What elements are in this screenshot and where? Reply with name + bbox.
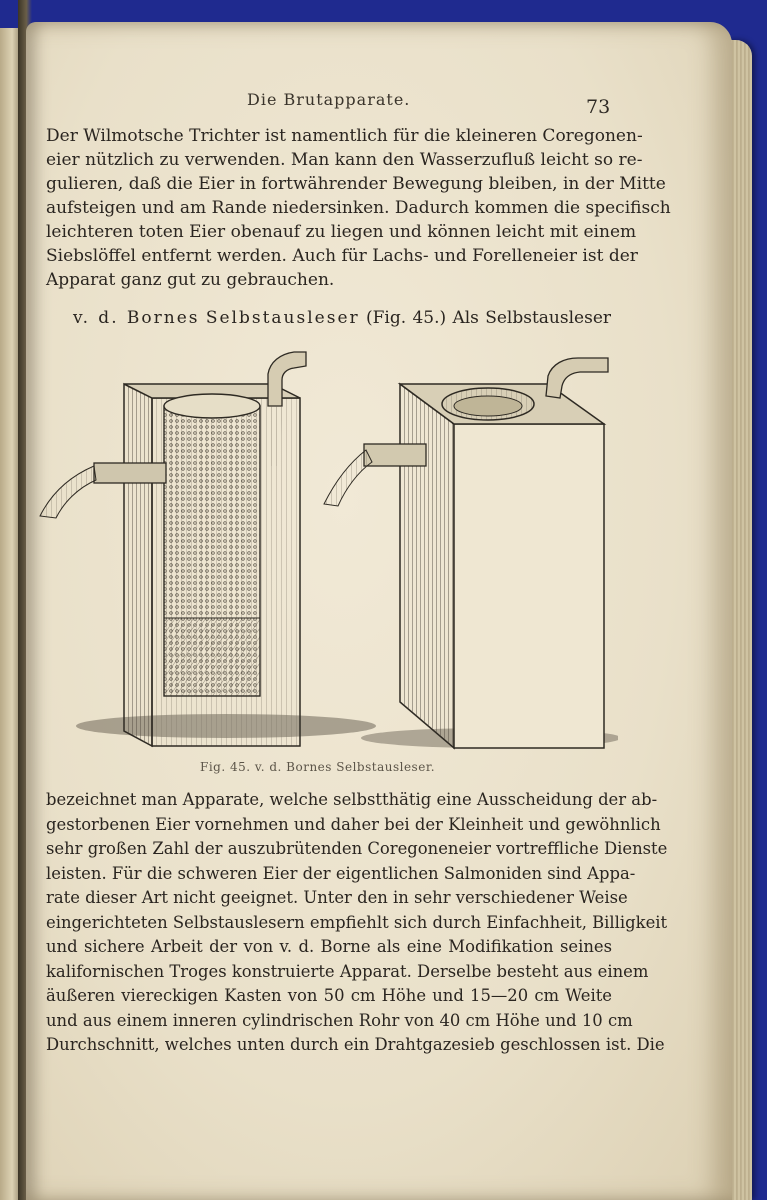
text-line: Apparat ganz gut zu gebrauchen. bbox=[46, 270, 335, 290]
text-line: sehr großen Zahl der auszubrütenden Coregoneneier vortreffliche Dienste bbox=[46, 839, 668, 858]
text-line: äußeren viereckigen Kasten von 50 cm Höhe und 15—20 cm Weite bbox=[46, 986, 612, 1005]
text-line: gulieren, daß die Eier in fortwährender Bewegung bleiben, in der Mitte bbox=[46, 174, 666, 194]
figure-caption: Fig. 45. v. d. Bornes Selbstausleser. bbox=[200, 760, 436, 774]
figure-45-illustration bbox=[36, 346, 618, 754]
paragraph-2 bbox=[46, 788, 668, 1058]
text-line: kalifornischen Troges konstruierte Apparat. Derselbe besteht aus einem bbox=[46, 961, 649, 981]
paragraph-1 bbox=[46, 124, 671, 292]
heading-title: Selbstausleser bbox=[205, 308, 360, 328]
running-head: Die Brutapparate. bbox=[247, 90, 411, 109]
text-line: eier nützlich zu verwenden. Man kann den Wasserzufluß leicht so re- bbox=[46, 150, 643, 170]
text-line: und aus einem inneren cylindrischen Rohr von 40 cm Höhe und 10 cm bbox=[46, 1010, 633, 1030]
text-line: leichteren toten Eier obenauf zu liegen und können leicht mit einem bbox=[46, 222, 637, 242]
heading-continuation: Als Selbstausleser bbox=[452, 308, 612, 328]
text-line: und sichere Arbeit der von v. d. Borne als eine Modifikation seines bbox=[46, 937, 612, 956]
text-line: Siebslöffel entfernt werden. Auch für Lachs- und Forelleneier ist der bbox=[46, 246, 638, 266]
left-apparatus bbox=[40, 352, 376, 746]
text-line: Durchschnitt, welches unten durch ein Drahtgazesieb geschlossen ist. Die bbox=[46, 1035, 665, 1054]
text-line: eingerichteten Selbstauslesern empfiehlt sich durch Einfachheit, Billigkeit bbox=[46, 912, 668, 932]
text-line: rate dieser Art nicht geeignet. Unter den in sehr verschiedener Weise bbox=[46, 888, 628, 907]
heading-figure-ref: (Fig. 45.) bbox=[365, 308, 447, 328]
text-line: gestorbenen Eier vornehmen und daher bei der Kleinheit und gewöhnlich bbox=[46, 814, 661, 834]
section-heading bbox=[73, 306, 611, 330]
right-apparatus bbox=[324, 358, 618, 748]
page-number: 73 bbox=[586, 96, 611, 118]
heading-author: v. d. Bornes bbox=[73, 308, 200, 328]
text-line: leisten. Für die schweren Eier der eigentlichen Salmoniden sind Appa- bbox=[46, 863, 636, 883]
text-line: aufsteigen und am Rande niedersinken. Dadurch kommen die specifisch bbox=[46, 198, 671, 218]
text-line: bezeichnet man Apparate, welche selbstthätig eine Ausscheidung der ab- bbox=[46, 790, 658, 809]
text-line: Der Wilmotsche Trichter ist namentlich für die kleineren Coregonen- bbox=[46, 126, 643, 146]
